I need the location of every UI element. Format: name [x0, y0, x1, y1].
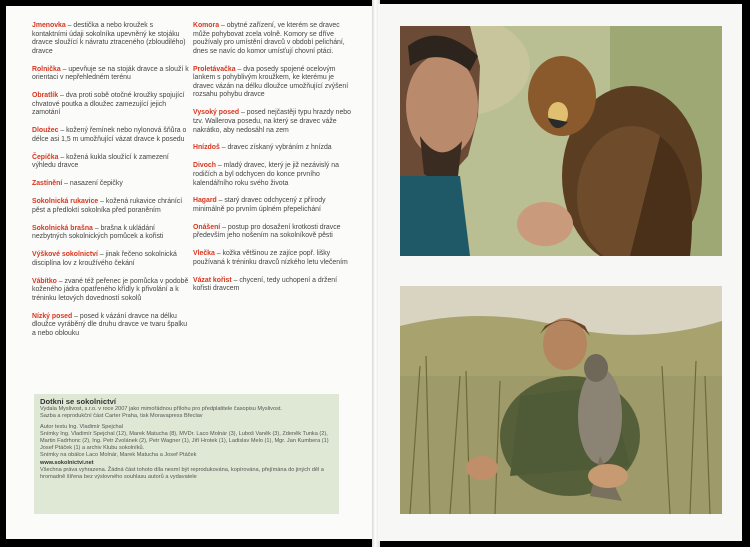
glossary-entry — [32, 251, 190, 268]
colophon-author: Autor textu Ing. Vladimír Spejchal — [40, 423, 124, 430]
glossary-entry — [193, 162, 353, 188]
glossary-definition: – brašna k ukládání nezbytných sokolnických pomůcek a kořisti — [32, 224, 164, 241]
glossary-entry — [32, 66, 190, 83]
glossary-definition: – zvané též peřenec je pomůcka v podobě koženého jádra opatřeného křídly k přivolání a k tréninku letových dovedností sokolů — [32, 277, 189, 302]
photo-falconer-with-eagle — [400, 26, 722, 256]
colophon-publisher: Vydala Myslivost, s.r.o. v roce 2007 jako mimořádnou přílohu pro předplatitele časopisu Myslivost. — [40, 406, 282, 413]
colophon-print: Sazba a reprodukční část Carter Praha, tisk Moravapress Břeclav — [40, 413, 203, 420]
glossary-definition: – nasazení čepičky — [62, 180, 123, 188]
glossary-entry — [32, 180, 190, 189]
colophon-rights: Všechna práva vyhrazena. Žádná část tohoto díla nesmí být reprodukována, kopírována, přejímána do jiných děl a hromadně šířena bez výslovného souhlasu autorů a vydavatele — [40, 466, 324, 481]
glossary-entry — [32, 198, 190, 215]
glossary-definition: – dva posedy spojené ocelovým lankem s pohyblivým kroužkem, ke kterému je dravec vázán na délku dloužce umožňující zvýšení rozsahu pohybu dravce — [193, 65, 349, 99]
glossary-entry — [32, 278, 190, 304]
glossary-entry — [193, 109, 353, 135]
glossary-term: Dloužec — [32, 127, 59, 135]
glossary-definition: – kožený řemínek nebo nylonová šňůra o délce asi 1,5 m umožňující vázat dravce k posedu — [32, 127, 187, 143]
glossary-entry — [193, 197, 353, 214]
glossary-term: Vlečka — [193, 250, 215, 258]
glossary-entry — [193, 22, 353, 56]
glossary-definition: – dva proti sobě otočné kroužky spojující chvatové poutka a dloužec zamezující jejich zamotání — [32, 92, 185, 117]
glossary-entry — [193, 66, 353, 100]
glossary-term: Onášení — [193, 223, 221, 231]
glossary-term: Rolnička — [32, 65, 61, 73]
glossary-entry — [193, 224, 353, 241]
glossary-definition: – jinak řečeno sokolnická disciplína lov z kroužívého čekání — [32, 251, 177, 267]
glossary-term: Zastínění — [32, 180, 63, 188]
glossary-definition: – postup pro dosažení krotkosti dravce především jeho nošením na sokolníkově pěsti — [193, 223, 341, 240]
glossary-definition: – chycení, tedy uchopení a držení kořisti dravcem — [193, 276, 338, 293]
glossary-definition: – destička a nebo kroužek s kontaktními údaji sokolníka upevněný ke stojáku dravce sloužící k návratu ztraceného (zbloudilého) dravce — [32, 22, 186, 55]
glossary-definition: – dravec získaný vybráním z hnízda — [219, 144, 332, 152]
colophon-box — [34, 394, 339, 514]
glossary-column-left — [32, 22, 190, 348]
glossary-entry — [193, 277, 353, 294]
glossary-term: Čepička — [32, 153, 59, 161]
glossary-definition: – starý dravec odchycený z přírody minimálně po prvním úplném přepelichání — [193, 197, 326, 213]
glossary-term: Hagard — [193, 197, 217, 205]
glossary-column-right — [193, 22, 353, 303]
colophon-website: www.sokolnictvi.net — [40, 459, 94, 466]
glossary-definition: – obytné zařízení, ve kterém se dravec může pohybovat zcela volně. Komory se dříve používaly pro umístění dravců v období pelichání, dnes se navíc do komor umísťují chovní ptáci. — [193, 22, 345, 55]
glossary-term: Sokolnická brašna — [32, 224, 93, 232]
glossary-term: Sokolnická rukavice — [32, 198, 99, 206]
left-page — [6, 6, 374, 539]
glossary-entry — [32, 225, 190, 242]
glossary-entry — [193, 250, 353, 267]
glossary-term: Obratlík — [32, 92, 59, 100]
glossary-definition: – posed nejčastěji typu hrazdy nebo tzv. Wallerova posedu, na který se dravec váže nakrátko, aby nedosáhl na zem — [193, 109, 351, 134]
glossary-definition: – posed k vázání dravce na délku dloužce vyráběný dle druhu dravce ve tvaru špalku a nebo oblouku — [32, 312, 188, 337]
glossary-term: Vázat kořist — [193, 276, 232, 284]
glossary-term: Vábítko — [32, 277, 57, 285]
glossary-definition: – kožená kukla sloužící k zamezení výhledu dravce — [32, 153, 169, 170]
glossary-definition: – kožka většinou ze zajíce popř. lišky používaná k tréninku dravců nízkého letu vlečením — [193, 250, 348, 266]
colophon-photos: Snímky Ing. Vladimír Spejchal (12), Marek Matucha (8), MVDr. Laco Molnár (3), Luboš Vaněk (3), Zdeněk Tunka (2), Martin Fadrhonc (2), Ing. Petr Zvolánek (2), Petr Wagner (1), Jiří Hrotek (1), Ladislav Melo (1), Mgr. Jan Kumbera (1) Josef Ptáček (1) a archiv Klubu sokolníků. — [40, 430, 329, 452]
glossary-term: Výškové sokolnictví — [32, 251, 98, 259]
glossary-entry — [32, 154, 190, 171]
glossary-definition: – kožená rukavice chránící pěst a předloktí sokolníka před poraněním — [32, 198, 183, 214]
glossary-entry — [32, 92, 190, 118]
glossary-definition: – upevňuje se na stoják dravce a slouží k orientaci v nepřehledném terénu — [32, 65, 189, 82]
photo-falconer-with-hawk-in-grass — [400, 286, 722, 514]
glossary-term: Nízký posed — [32, 312, 73, 320]
glossary-definition: – mladý dravec, který je již nezávislý na rodičích a byl odchycen do konce prvního kalendářního roku svého života — [193, 162, 339, 187]
glossary-entry — [32, 22, 190, 56]
glossary-term: Vysoký posed — [193, 109, 240, 117]
glossary-term: Proletávačka — [193, 65, 236, 73]
glossary-entry — [32, 313, 190, 339]
colophon-cover: Snímky na obálce Laco Molnár, Marek Matucha a Josef Ptáček — [40, 452, 197, 459]
glossary-term: Hnízdoš — [193, 144, 220, 152]
right-page — [378, 4, 742, 541]
glossary-entry — [193, 144, 353, 153]
glossary-term: Komora — [193, 22, 220, 29]
colophon-title: Dotkni se sokolnictví — [40, 397, 116, 406]
glossary-term: Divoch — [193, 162, 216, 170]
glossary-entry — [32, 127, 190, 144]
glossary-term: Jmenovka — [32, 22, 66, 29]
